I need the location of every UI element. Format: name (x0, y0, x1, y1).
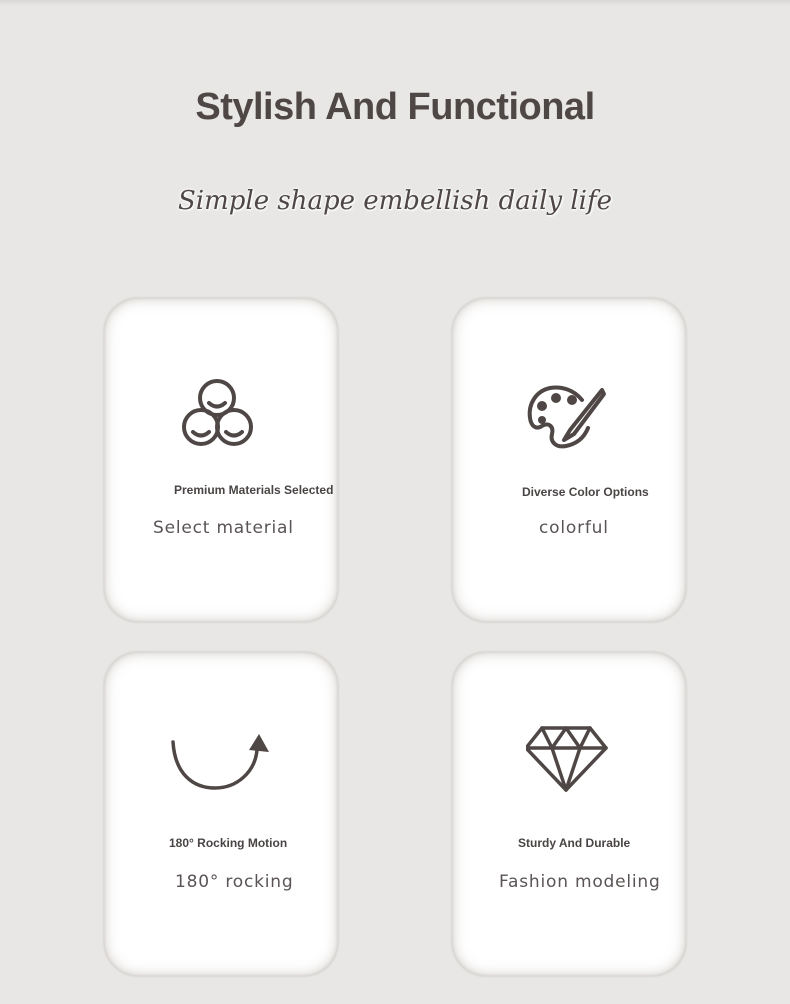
feature-card-rocking (104, 652, 338, 976)
palette-icon (452, 382, 686, 452)
rocking-arrow-icon (104, 732, 338, 796)
feature-heading: Sturdy And Durable (518, 836, 631, 850)
feature-heading: Diverse Color Options (522, 485, 649, 499)
feature-heading: Premium Materials Selected (174, 483, 334, 497)
bubbles-icon (104, 378, 338, 448)
feature-description: 180° rocking (175, 872, 294, 892)
feature-card-colors (452, 298, 686, 622)
diamond-icon (452, 726, 686, 794)
feature-card-materials (104, 298, 338, 622)
feature-card-durable (452, 652, 686, 976)
feature-heading: 180° Rocking Motion (169, 836, 288, 850)
feature-description: Fashion modeling (499, 872, 661, 892)
feature-description: Select material (153, 518, 294, 538)
feature-description: colorful (539, 518, 609, 538)
page-title: Stylish And Functional (195, 86, 595, 128)
top-shade (0, 0, 790, 6)
page-subtitle: Simple shape embellish daily life (177, 186, 612, 216)
